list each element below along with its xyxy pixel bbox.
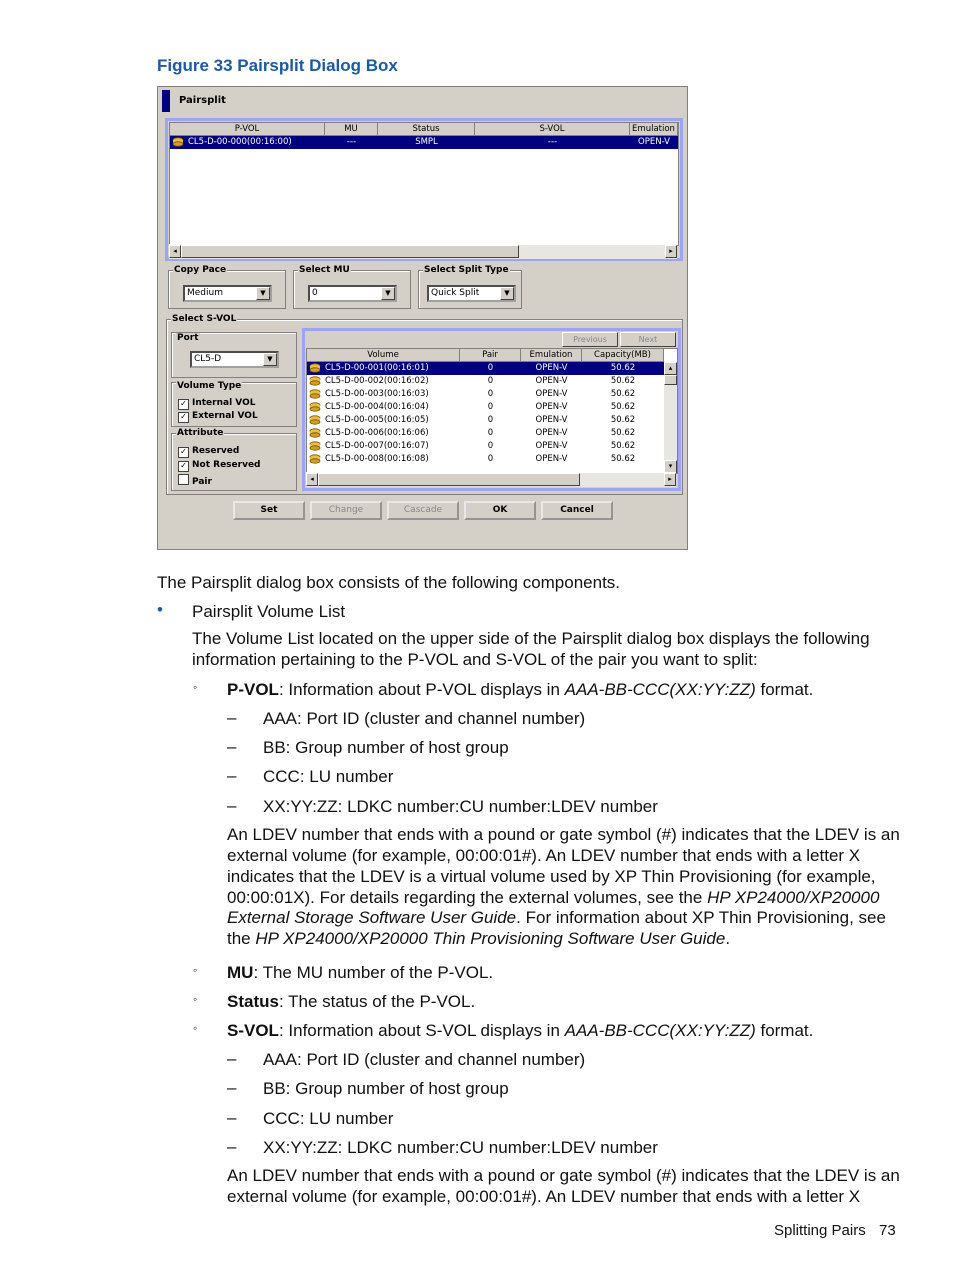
dash-icon: –: [227, 1108, 237, 1127]
pair-cell: 0: [487, 454, 494, 464]
capacity-cell: 50.62: [610, 428, 636, 438]
table-row[interactable]: [307, 440, 664, 453]
table-row[interactable]: [307, 401, 664, 414]
svol-cell: ---: [547, 137, 558, 147]
volume-list-description: The Volume List located on the upper side of the Pairsplit dialog box displays the following information pertaining to the P-VOL and S-VOL of the pair you want to split:: [192, 629, 870, 669]
capacity-cell: 50.62: [610, 363, 636, 373]
column-header-emulation[interactable]: Emulation: [630, 123, 678, 136]
emulation-cell: OPEN-V: [638, 137, 670, 147]
checkbox-unchecked-icon: [178, 474, 189, 485]
checkbox-checked-icon: ✓: [178, 412, 189, 423]
page-number: 73: [879, 1222, 896, 1239]
bullet-icon: •: [157, 600, 163, 619]
pair-table-frame: [165, 118, 683, 261]
copy-pace-select[interactable]: [183, 285, 272, 302]
ok-button[interactable]: OK: [464, 501, 536, 520]
volume-icon: [309, 376, 321, 386]
table-row[interactable]: [307, 453, 664, 466]
chevron-down-icon[interactable]: ▼: [381, 287, 395, 300]
list-item: XX:YY:ZZ: LDKC number:CU number:LDEV number: [263, 1138, 658, 1157]
select-mu-label: Select MU: [299, 265, 350, 275]
volume-table-hscrollbar[interactable]: [306, 472, 676, 487]
change-button[interactable]: Change: [310, 501, 382, 520]
capacity-cell: 50.62: [610, 454, 636, 464]
split-type-label: Select Split Type: [424, 265, 509, 275]
pair-cell: 0: [487, 376, 494, 386]
ldev-note2-line1: An LDEV number that ends with a pound or gate symbol (#) indicates that the LDEV is an: [227, 1166, 900, 1185]
svol-description: S-VOL: Information about S-VOL displays in AAA-BB-CCC(XX:YY:ZZ) format.: [227, 1021, 814, 1040]
chevron-down-icon[interactable]: ▼: [256, 287, 270, 300]
volume-cell: CL5-D-00-008(00:16:08): [325, 454, 429, 464]
column-header-volume[interactable]: Volume: [307, 349, 460, 362]
ldev-note-line6: the HP XP24000/XP20000 Thin Provisioning Software User Guide.: [227, 929, 731, 948]
pair-cell: 0: [487, 363, 494, 373]
list-item: BB: Group number of host group: [263, 1079, 509, 1098]
reserved-checkbox[interactable]: ✓ Reserved: [178, 446, 239, 458]
scroll-right-arrow-icon[interactable]: ▸: [664, 473, 676, 486]
checkbox-checked-icon: ✓: [178, 399, 189, 410]
checkbox-checked-icon: ✓: [178, 461, 189, 472]
circle-bullet-icon: ◦: [193, 992, 198, 1006]
emulation-cell: OPEN-V: [535, 376, 568, 386]
volume-cell: CL5-D-00-004(00:16:04): [325, 402, 429, 412]
list-item: AAA: Port ID (cluster and channel number): [263, 709, 586, 728]
scroll-down-arrow-icon[interactable]: ▾: [664, 460, 677, 473]
dash-icon: –: [227, 1049, 237, 1068]
circle-bullet-icon: ◦: [193, 680, 198, 694]
list-item: AAA: Port ID (cluster and channel number): [263, 1050, 586, 1069]
capacity-cell: 50.62: [610, 376, 636, 386]
port-select[interactable]: [190, 351, 279, 368]
pvol-cell: CL5-D-00-000(00:16:00): [188, 137, 292, 147]
scroll-right-arrow-icon[interactable]: ▸: [665, 245, 677, 258]
attribute-label: Attribute: [177, 428, 224, 438]
volume-icon: [309, 363, 321, 373]
pair-cell: 0: [487, 415, 494, 425]
volume-icon: [309, 441, 321, 451]
dash-icon: –: [227, 737, 237, 756]
footer-section: Splitting Pairs: [774, 1222, 866, 1239]
dash-icon: –: [227, 796, 237, 815]
split-type-select[interactable]: [427, 285, 516, 302]
port-value: CL5-D: [194, 354, 222, 364]
pair-cell: 0: [487, 441, 494, 451]
volume-icon: [309, 415, 321, 425]
port-label: Port: [177, 333, 199, 343]
volume-icon: [309, 454, 321, 464]
column-header-pvol[interactable]: P-VOL: [170, 123, 325, 136]
volume-icon: [172, 137, 184, 147]
volume-icon: [309, 428, 321, 438]
cascade-button[interactable]: Cascade: [387, 501, 459, 520]
checkbox-checked-icon: ✓: [178, 447, 189, 458]
cancel-button[interactable]: Cancel: [541, 501, 613, 520]
scroll-left-arrow-icon[interactable]: ◂: [169, 245, 181, 258]
dash-icon: –: [227, 708, 237, 727]
list-item: XX:YY:ZZ: LDKC number:CU number:LDEV number: [263, 797, 658, 816]
pair-cell: 0: [487, 402, 494, 412]
emulation-cell: OPEN-V: [535, 454, 568, 464]
dialog-title: Pairsplit: [179, 95, 226, 106]
intro-text: The Pairsplit dialog box consists of the following components.: [157, 573, 621, 592]
dash-icon: –: [227, 1078, 237, 1097]
list-item: CCC: LU number: [263, 767, 394, 786]
next-button[interactable]: Next: [620, 332, 676, 347]
volume-type-label: Volume Type: [177, 381, 242, 391]
column-header-mu[interactable]: MU: [325, 123, 378, 136]
list-item: CCC: LU number: [263, 1109, 394, 1128]
ldev-note-line5: External Storage Software User Guide. For information about XP Thin Provisioning, see: [227, 908, 886, 927]
list-item: BB: Group number of host group: [263, 738, 509, 757]
column-header-capacity[interactable]: Capacity(MB): [582, 349, 664, 362]
column-header-status[interactable]: Status: [378, 123, 475, 136]
volume-cell: CL5-D-00-002(00:16:02): [325, 376, 429, 386]
volume-type-group: [171, 382, 297, 427]
bullet-title: Pairsplit Volume List: [192, 602, 346, 621]
select-mu-group: [293, 265, 411, 309]
mu-cell: ---: [346, 137, 357, 147]
column-header-pair[interactable]: Pair: [460, 349, 521, 362]
ldev-note2-line2: external volume (for example, 00:00:01#). An LDEV number that ends with a letter X: [227, 1187, 861, 1206]
volume-cell: CL5-D-00-001(00:16:01): [325, 363, 429, 373]
dash-icon: –: [227, 1137, 237, 1156]
ldev-note-line4: 00:00:01X). For details regarding the external volumes, see the HP XP24000/XP20000: [227, 888, 880, 907]
column-header-emulation[interactable]: Emulation: [521, 349, 582, 362]
capacity-cell: 50.62: [610, 402, 636, 412]
capacity-cell: 50.62: [610, 415, 636, 425]
scroll-left-arrow-icon[interactable]: ◂: [306, 473, 318, 486]
not-reserved-checkbox[interactable]: ✓ Not Reserved: [178, 460, 261, 472]
set-button[interactable]: Set: [233, 501, 305, 520]
volume-cell: CL5-D-00-003(00:16:03): [325, 389, 429, 399]
table-row[interactable]: [307, 362, 664, 375]
table-row[interactable]: [307, 427, 664, 440]
ldev-note-line2: external volume (for example, 00:00:01#). An LDEV number that ends with a letter X: [227, 846, 861, 865]
emulation-cell: OPEN-V: [535, 415, 568, 425]
volume-table-vscrollbar[interactable]: [664, 362, 677, 473]
circle-bullet-icon: ◦: [193, 963, 198, 977]
status-description: Status: The status of the P-VOL.: [227, 992, 476, 1011]
copy-pace-label: Copy Pace: [174, 265, 227, 275]
copy-pace-group: [168, 265, 286, 309]
volume-icon: [309, 389, 321, 399]
figure-title: Figure 33 Pairsplit Dialog Box: [157, 56, 398, 75]
copy-pace-value: Medium: [187, 288, 223, 298]
pair-cell: 0: [487, 389, 494, 399]
pair-cell: 0: [487, 428, 494, 438]
select-svol-label: Select S-VOL: [172, 314, 237, 324]
pair-table[interactable]: [169, 122, 679, 246]
dash-icon: –: [227, 766, 237, 785]
scroll-thumb[interactable]: [664, 375, 677, 385]
volume-icon: [309, 402, 321, 412]
scroll-thumb[interactable]: [181, 245, 519, 258]
pair-table-hscrollbar[interactable]: [169, 244, 677, 259]
ldev-note-line1: An LDEV number that ends with a pound or gate symbol (#) indicates that the LDEV is an: [227, 825, 900, 844]
scroll-up-arrow-icon[interactable]: ▴: [664, 362, 677, 375]
previous-button[interactable]: Previous: [562, 332, 618, 347]
emulation-cell: OPEN-V: [535, 389, 568, 399]
table-row[interactable]: [307, 414, 664, 427]
status-cell: SMPL: [415, 137, 438, 147]
pvol-description: P-VOL: Information about P-VOL displays in AAA-BB-CCC(XX:YY:ZZ) format.: [227, 680, 814, 699]
port-group: [171, 332, 297, 378]
table-row[interactable]: [307, 388, 664, 401]
select-mu-select[interactable]: [308, 285, 397, 302]
external-vol-checkbox[interactable]: ✓ External VOL: [178, 411, 258, 423]
internal-vol-checkbox[interactable]: ✓ Internal VOL: [178, 398, 256, 410]
table-row[interactable]: [170, 136, 678, 149]
ldev-note-line3: indicates that the LDEV is a virtual volume used by XP Thin Provisioning (for example,: [227, 867, 876, 886]
chevron-down-icon[interactable]: ▼: [263, 353, 277, 366]
column-header-svol[interactable]: S-VOL: [475, 123, 630, 136]
chevron-down-icon[interactable]: ▼: [500, 287, 514, 300]
scroll-thumb[interactable]: [318, 473, 580, 486]
table-row[interactable]: [307, 375, 664, 388]
volume-table[interactable]: [306, 348, 678, 474]
split-type-value: Quick Split: [431, 288, 480, 298]
emulation-cell: OPEN-V: [535, 402, 568, 412]
select-mu-value: 0: [312, 288, 318, 298]
volume-table-frame: [302, 328, 681, 491]
mu-description: MU: The MU number of the P-VOL.: [227, 963, 494, 982]
pairsplit-dialog: [157, 86, 688, 550]
title-bar-marker: [162, 90, 170, 112]
emulation-cell: OPEN-V: [535, 428, 568, 438]
capacity-cell: 50.62: [610, 441, 636, 451]
select-svol-group: [166, 314, 683, 495]
emulation-cell: OPEN-V: [535, 441, 568, 451]
pair-checkbox[interactable]: Pair: [178, 474, 212, 487]
volume-cell: CL5-D-00-007(00:16:07): [325, 441, 429, 451]
split-type-group: [418, 265, 522, 309]
attribute-group: [171, 428, 297, 491]
emulation-cell: OPEN-V: [535, 363, 568, 373]
volume-cell: CL5-D-00-006(00:16:06): [325, 428, 429, 438]
capacity-cell: 50.62: [610, 389, 636, 399]
volume-cell: CL5-D-00-005(00:16:05): [325, 415, 429, 425]
circle-bullet-icon: ◦: [193, 1021, 198, 1035]
